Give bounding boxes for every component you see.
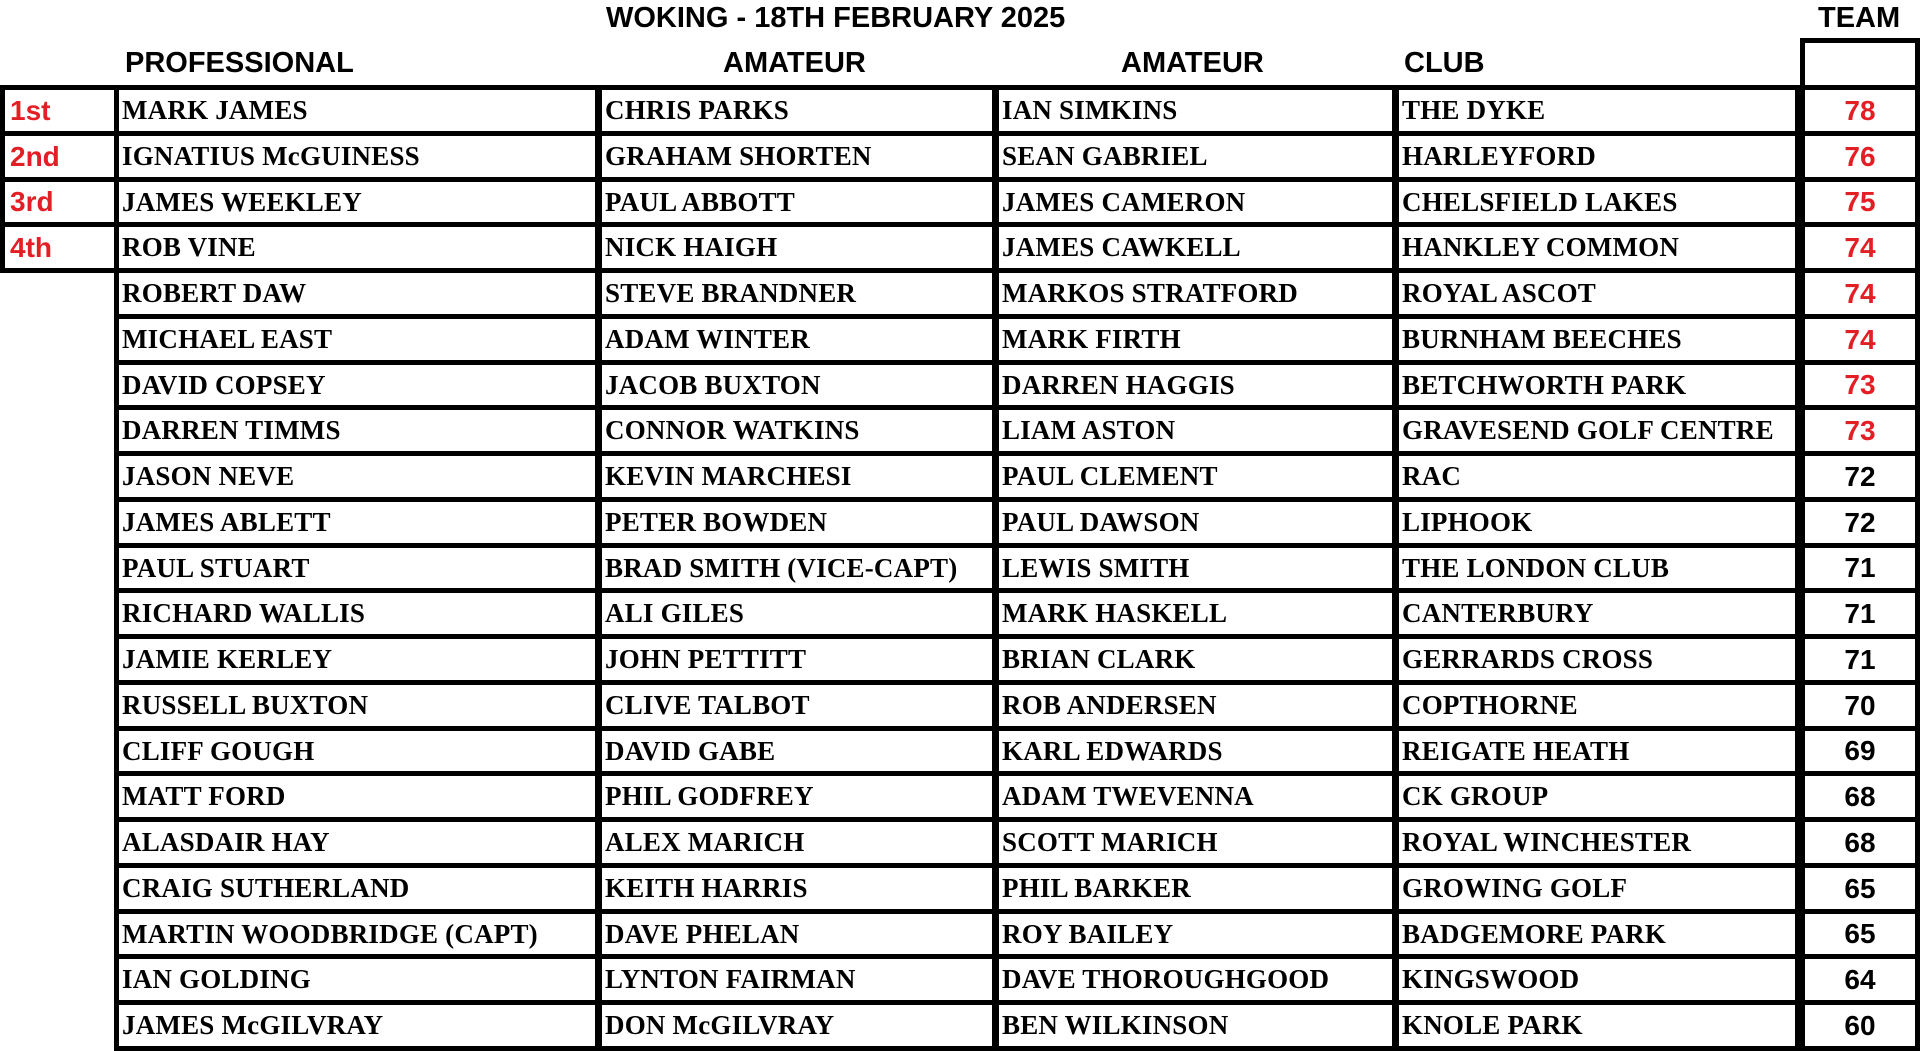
amateur-column-header-2: AMATEUR: [1121, 47, 1264, 79]
club-cell: ROYAL WINCHESTER: [1394, 817, 1800, 868]
professional-cell: JASON NEVE: [114, 451, 600, 502]
amateur1-cell: PAUL ABBOTT: [597, 177, 997, 227]
club-cell: COPTHORNE: [1394, 680, 1800, 731]
amateur1-cell: KEITH HARRIS: [597, 863, 997, 914]
professional-cell: IGNATIUS McGUINESS: [114, 131, 600, 182]
amateur1-cell: STEVE BRANDNER: [597, 268, 997, 319]
team-score-cell: 73: [1800, 360, 1920, 410]
amateur2-cell: ADAM TWEVENNA: [994, 771, 1397, 822]
amateur2-cell: SCOTT MARICH: [994, 817, 1397, 868]
team-score-cell: 71: [1800, 634, 1920, 685]
amateur1-cell: LYNTON FAIRMAN: [597, 954, 997, 1005]
amateur2-cell: KARL EDWARDS: [994, 726, 1397, 776]
club-cell: LIPHOOK: [1394, 497, 1800, 548]
team-score-cell: 76: [1800, 131, 1920, 182]
amateur1-cell: CONNOR WATKINS: [597, 405, 997, 456]
club-cell: GRAVESEND GOLF CENTRE: [1394, 405, 1800, 456]
amateur2-cell: JAMES CAWKELL: [994, 222, 1397, 273]
amateur2-cell: ROB ANDERSEN: [994, 680, 1397, 731]
amateur2-cell: MARK HASKELL: [994, 588, 1397, 639]
amateur2-cell: SEAN GABRIEL: [994, 131, 1397, 182]
club-cell: GROWING GOLF: [1394, 863, 1800, 914]
team-score-cell: 69: [1800, 726, 1920, 776]
team-score-cell: 71: [1800, 543, 1920, 593]
professional-cell: MARTIN WOODBRIDGE (CAPT): [114, 909, 600, 959]
professional-cell: JAMES ABLETT: [114, 497, 600, 548]
team-score-cell: 65: [1800, 909, 1920, 959]
amateur1-cell: DAVID GABE: [597, 726, 997, 776]
amateur1-cell: ADAM WINTER: [597, 314, 997, 365]
professional-cell: JAMIE KERLEY: [114, 634, 600, 685]
amateur1-cell: ALI GILES: [597, 588, 997, 639]
professional-cell: CRAIG SUTHERLAND: [114, 863, 600, 914]
amateur1-cell: JOHN PETTITT: [597, 634, 997, 685]
team-score-cell: 73: [1800, 405, 1920, 456]
professional-cell: CLIFF GOUGH: [114, 726, 600, 776]
team-score-cell: 65: [1800, 863, 1920, 914]
amateur1-cell: CLIVE TALBOT: [597, 680, 997, 731]
club-cell: KNOLE PARK: [1394, 1000, 1800, 1051]
club-cell: THE DYKE: [1394, 85, 1800, 136]
team-score-cell: 68: [1800, 817, 1920, 868]
team-score-cell: 71: [1800, 588, 1920, 639]
position-cell: 1st: [0, 85, 119, 136]
position-cell: 3rd: [0, 177, 119, 227]
amateur2-cell: DARREN HAGGIS: [994, 360, 1397, 410]
club-cell: RAC: [1394, 451, 1800, 502]
club-cell: CHELSFIELD LAKES: [1394, 177, 1800, 227]
professional-cell: RICHARD WALLIS: [114, 588, 600, 639]
team-header-box: [1800, 38, 1920, 90]
professional-cell: PAUL STUART: [114, 543, 600, 593]
amateur1-cell: PHIL GODFREY: [597, 771, 997, 822]
professional-column-header: PROFESSIONAL: [125, 47, 354, 79]
team-score-cell: 72: [1800, 497, 1920, 548]
professional-cell: MATT FORD: [114, 771, 600, 822]
amateur1-cell: BRAD SMITH (VICE-CAPT): [597, 543, 997, 593]
position-cell: 4th: [0, 222, 119, 273]
amateur2-cell: BRIAN CLARK: [994, 634, 1397, 685]
team-score-cell: 74: [1800, 222, 1920, 273]
professional-cell: MARK JAMES: [114, 85, 600, 136]
professional-cell: JAMES WEEKLEY: [114, 177, 600, 227]
club-cell: GERRARDS CROSS: [1394, 634, 1800, 685]
professional-cell: DAVID COPSEY: [114, 360, 600, 410]
amateur-column-header-1: AMATEUR: [723, 47, 866, 79]
professional-cell: DARREN TIMMS: [114, 405, 600, 456]
amateur1-cell: CHRIS PARKS: [597, 85, 997, 136]
amateur1-cell: KEVIN MARCHESI: [597, 451, 997, 502]
professional-cell: ROB VINE: [114, 222, 600, 273]
amateur1-cell: DAVE PHELAN: [597, 909, 997, 959]
amateur1-cell: JACOB BUXTON: [597, 360, 997, 410]
club-cell: HANKLEY COMMON: [1394, 222, 1800, 273]
position-cell: 2nd: [0, 131, 119, 182]
team-header: TEAM: [1818, 2, 1901, 34]
amateur2-cell: LEWIS SMITH: [994, 543, 1397, 593]
team-score-cell: 78: [1800, 85, 1920, 136]
club-cell: BURNHAM BEECHES: [1394, 314, 1800, 365]
amateur1-cell: ALEX MARICH: [597, 817, 997, 868]
amateur2-cell: LIAM ASTON: [994, 405, 1397, 456]
amateur2-cell: DAVE THOROUGHGOOD: [994, 954, 1397, 1005]
club-cell: REIGATE HEATH: [1394, 726, 1800, 776]
professional-cell: MICHAEL EAST: [114, 314, 600, 365]
page-title: WOKING - 18TH FEBRUARY 2025: [606, 2, 1066, 34]
amateur2-cell: IAN SIMKINS: [994, 85, 1397, 136]
club-cell: KINGSWOOD: [1394, 954, 1800, 1005]
amateur1-cell: GRAHAM SHORTEN: [597, 131, 997, 182]
professional-cell: IAN GOLDING: [114, 954, 600, 1005]
club-cell: CK GROUP: [1394, 771, 1800, 822]
team-score-cell: 74: [1800, 314, 1920, 365]
amateur2-cell: PAUL DAWSON: [994, 497, 1397, 548]
club-cell: BETCHWORTH PARK: [1394, 360, 1800, 410]
club-cell: CANTERBURY: [1394, 588, 1800, 639]
professional-cell: JAMES McGILVRAY: [114, 1000, 600, 1051]
team-score-cell: 74: [1800, 268, 1920, 319]
club-column-header: CLUB: [1404, 47, 1485, 79]
club-cell: BADGEMORE PARK: [1394, 909, 1800, 959]
club-cell: HARLEYFORD: [1394, 131, 1800, 182]
professional-cell: ALASDAIR HAY: [114, 817, 600, 868]
team-score-cell: 75: [1800, 177, 1920, 227]
amateur2-cell: PHIL BARKER: [994, 863, 1397, 914]
amateur1-cell: NICK HAIGH: [597, 222, 997, 273]
amateur2-cell: PAUL CLEMENT: [994, 451, 1397, 502]
club-cell: ROYAL ASCOT: [1394, 268, 1800, 319]
amateur2-cell: MARK FIRTH: [994, 314, 1397, 365]
professional-cell: RUSSELL BUXTON: [114, 680, 600, 731]
amateur2-cell: JAMES CAMERON: [994, 177, 1397, 227]
professional-cell: ROBERT DAW: [114, 268, 600, 319]
team-score-cell: 68: [1800, 771, 1920, 822]
amateur2-cell: BEN WILKINSON: [994, 1000, 1397, 1051]
amateur1-cell: PETER BOWDEN: [597, 497, 997, 548]
team-score-cell: 64: [1800, 954, 1920, 1005]
team-score-cell: 72: [1800, 451, 1920, 502]
club-cell: THE LONDON CLUB: [1394, 543, 1800, 593]
amateur2-cell: MARKOS STRATFORD: [994, 268, 1397, 319]
amateur2-cell: ROY BAILEY: [994, 909, 1397, 959]
team-score-cell: 60: [1800, 1000, 1920, 1051]
amateur1-cell: DON McGILVRAY: [597, 1000, 997, 1051]
team-score-cell: 70: [1800, 680, 1920, 731]
